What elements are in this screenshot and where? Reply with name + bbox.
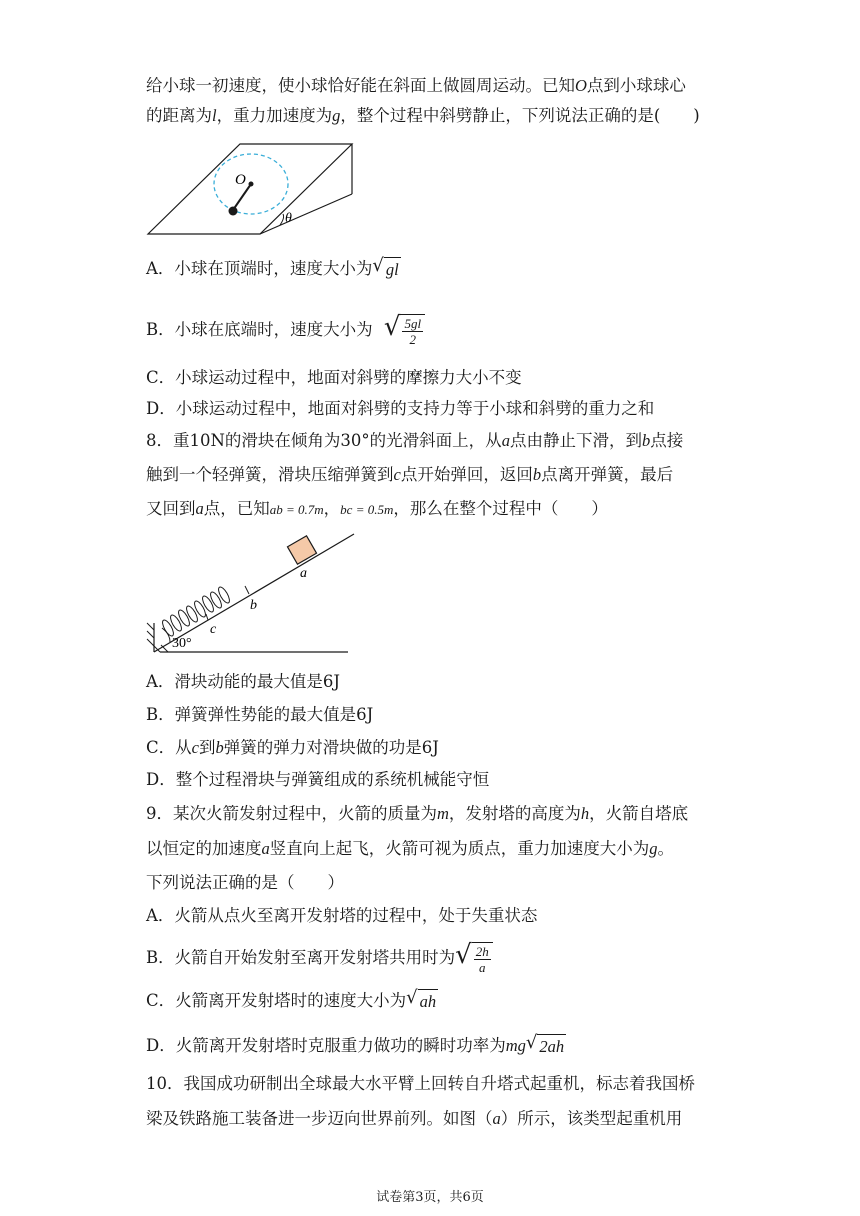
q8-line-3 <box>146 497 608 522</box>
q9-line2-text-b: 竖直向上起飞，火箭可视为质点，重力加速度大小为 <box>269 839 650 858</box>
q9-line-1 <box>146 802 688 826</box>
q9-opt-c-sqrt: √ ah <box>406 989 438 1014</box>
q8-slider-block <box>287 536 316 564</box>
q8-line1-text: 8．重10N的滑块在倾角为30°的光滑斜面上，从 <box>146 431 502 450</box>
q9-var-a: a <box>261 839 270 858</box>
q8-line2-text-b: 点开始弹回，返回 <box>400 465 533 484</box>
q9-option-c <box>146 989 438 1014</box>
q9-var-g: g <box>649 839 658 858</box>
q7-opt-b-text: B．小球在底端时，速度大小为 <box>146 320 373 339</box>
q9-var-h: h <box>580 804 590 823</box>
q9-opt-d-mg: mg <box>505 1036 526 1055</box>
q9-line-3: 下列说法正确的是（ ） <box>146 873 344 892</box>
q8-line2-text: 触到一个轻弹簧，滑块压缩弹簧到 <box>146 465 394 484</box>
q9-var-m: m <box>437 804 449 823</box>
q8-spring-incline-figure <box>140 528 360 658</box>
q8-var-b: b <box>641 431 651 450</box>
q8-option-d: D．整个过程滑块与弹簧组成的系统机械能守恒 <box>146 770 490 789</box>
q9-option-b <box>146 942 493 975</box>
q8-fig-b: b <box>250 598 257 613</box>
page-footer: 试卷第3页，共6页 <box>376 1190 484 1205</box>
q7-option-d: D．小球运动过程中，地面对斜劈的支持力等于小球和斜劈的重力之和 <box>146 399 655 418</box>
q7-fig-O: O <box>235 172 246 188</box>
q9-opt-d-sqrt: √ 2ah <box>526 1034 566 1059</box>
q9-opt-d-text: D．火箭离开发射塔时克服重力做功的瞬时功率为 <box>146 1036 506 1055</box>
q7-line2-text-a: 的距离为 <box>146 106 212 125</box>
q8-var-a2: a <box>195 499 204 518</box>
q9-option-a: A．火箭从点火至离开发射塔的过程中，处于失重状态 <box>146 906 538 925</box>
q9-line1-text-c: ，火箭自塔底 <box>589 804 689 823</box>
q8-line3-text-c: ，那么在整个过程中（ ） <box>393 499 608 518</box>
q10-var-a: a <box>492 1109 501 1128</box>
q7-line-1 <box>146 74 686 98</box>
q7-point-O: O <box>575 76 587 95</box>
q8-option-a: A．滑块动能的最大值是6J <box>146 672 341 691</box>
q8-ab-value: ab = 0.7m <box>269 502 324 517</box>
q8-option-b: B．弹簧弹性势能的最大值是6J <box>146 705 374 724</box>
q8-line3-text-b: 点，已知 <box>203 499 270 518</box>
q7-line2-text-b: ，重力加速度为 <box>216 106 333 125</box>
q7-option-a <box>146 257 401 282</box>
q9-line2-text: 以恒定的加速度 <box>146 839 262 858</box>
q7-fig-theta: θ <box>285 211 292 226</box>
q10-line-2 <box>146 1107 682 1131</box>
q9-line1-text: 9．某次火箭发射过程中，火箭的质量为 <box>146 804 437 823</box>
q9-option-d <box>146 1034 566 1059</box>
q7-line1-text: 给小球一初速度，使小球恰好能在斜面上做圆周运动。已知 <box>146 76 575 95</box>
q8-opt-c-text-1: C．从 <box>146 738 192 757</box>
q7-incline-figure <box>140 138 370 238</box>
q8-bc-value: bc = 0.5m <box>340 502 394 517</box>
q8-fig-a: a <box>300 566 307 581</box>
q10-line2-text-b: ）所示，该类型起重机用 <box>500 1109 683 1128</box>
q8-line-2 <box>146 463 673 487</box>
q8-line2-text-c: 点离开弹簧，最后 <box>541 465 674 484</box>
q8-fig-c: c <box>210 622 217 637</box>
q7-option-b <box>146 314 425 347</box>
q8-var-a: a <box>501 431 510 450</box>
q9-line2-text-c: 。 <box>657 839 674 858</box>
q7-opt-a-sqrt: √ gl <box>372 257 400 282</box>
q8-opt-c-text-3: 弹簧的弹力对滑块做的功是6J <box>223 738 439 757</box>
q8-var-c: c <box>393 465 401 484</box>
q8-comma: ， <box>323 499 341 518</box>
q8-line3-text: 又回到 <box>146 499 196 518</box>
q9-line1-text-b: ，发射塔的高度为 <box>448 804 581 823</box>
q9-opt-c-text: C．火箭离开发射塔时的速度大小为 <box>146 991 407 1010</box>
q8-opt-c-text-2: 到 <box>198 738 216 757</box>
q9-opt-b-sqrt: √ $\frac{2h}{a}$ <box>455 942 493 975</box>
q7-var-l: l <box>212 106 217 125</box>
q7-ball <box>229 207 238 216</box>
q8-opt-c-var-b: b <box>215 738 224 757</box>
q8-opt-c-var-c: c <box>191 738 199 757</box>
q9-line-2 <box>146 837 674 861</box>
q9-opt-b-text: B．火箭自开始发射至离开发射塔共用时为 <box>146 948 456 967</box>
q7-opt-b-sqrt: √ $\frac{5gl}{2}$ <box>384 314 425 347</box>
q8-line-1 <box>146 429 683 453</box>
q8-option-c <box>146 736 439 760</box>
q8-line1-text-b: 点由静止下滑，到 <box>509 431 642 450</box>
q10-line2-text: 梁及铁路施工装备进一步迈向世界前列。如图（ <box>146 1109 493 1128</box>
q7-line2-text-c: ，整个过程中斜劈静止，下列说法正确的是( ) <box>340 106 700 125</box>
q8-line1-text-c: 点接 <box>650 431 684 450</box>
q7-opt-a-text: A．小球在顶端时，速度大小为 <box>146 259 373 278</box>
q10-line-1: 10．我国成功研制出全球最大水平臂上回转自升塔式起重机，标志着我国桥 <box>146 1074 695 1093</box>
q8-var-b2: b <box>532 465 542 484</box>
q7-var-g: g <box>332 106 341 125</box>
q7-line-2 <box>146 104 700 128</box>
q7-line1-text-b: 点到小球球心 <box>586 76 686 95</box>
q8-fig-angle: 30° <box>172 636 192 651</box>
q7-option-c: C．小球运动过程中，地面对斜劈的摩擦力大小不变 <box>146 368 522 387</box>
